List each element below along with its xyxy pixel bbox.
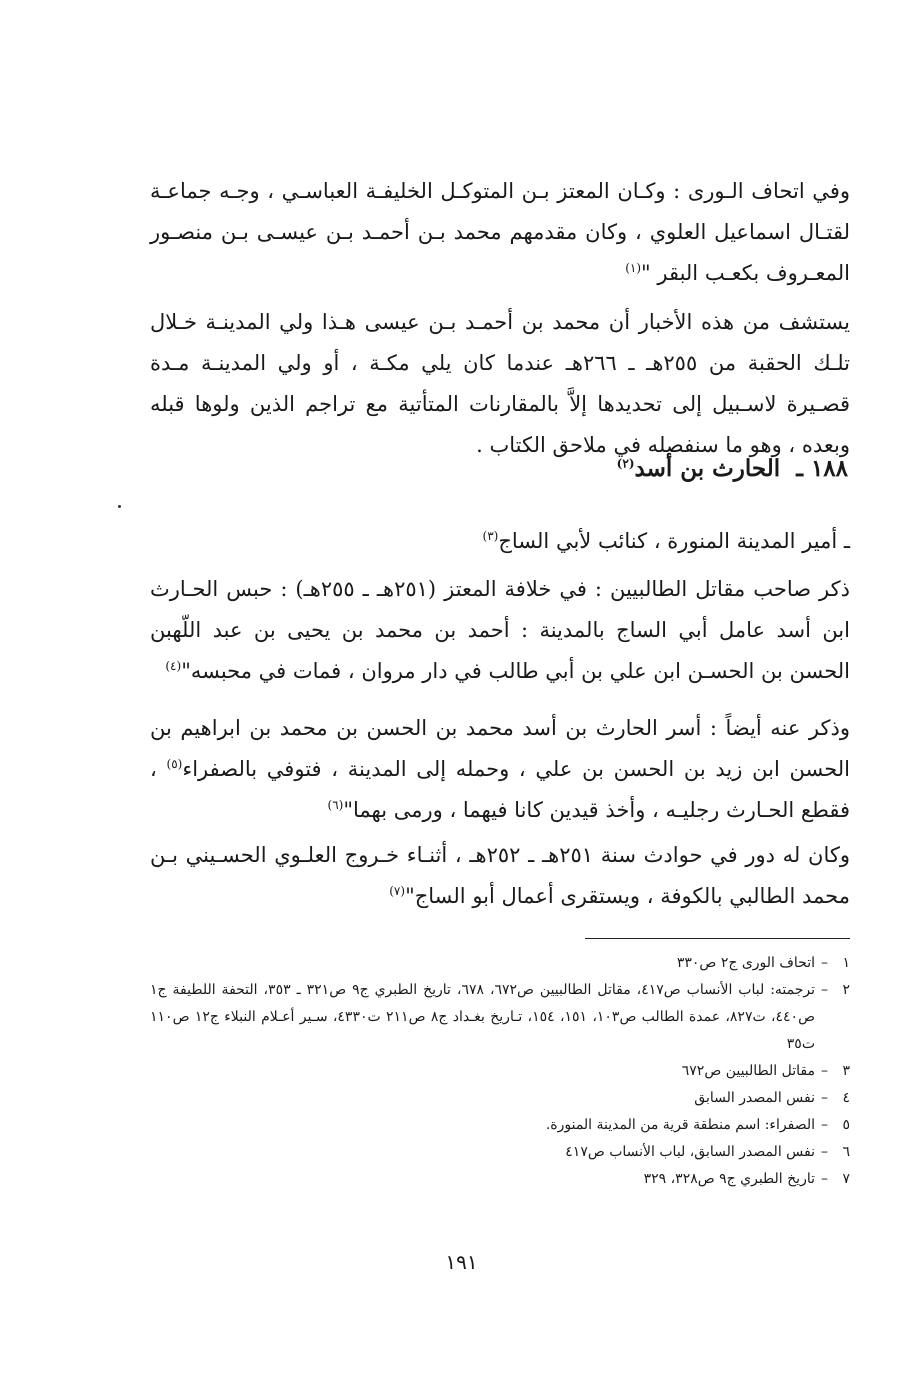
paragraph-events bbox=[150, 835, 850, 917]
footnote-text: الصفراء: اسم منطقة قرية من المدينة المنورة. bbox=[545, 1117, 815, 1133]
footnote-item bbox=[150, 977, 850, 1058]
footnote-dash: – bbox=[821, 1117, 828, 1133]
paragraph-text-continued: ، فقطع الحـارث رجليـه ، وأخذ قيدين كانا فيهما ، ورمى بهما" bbox=[150, 757, 850, 822]
footnote-text: ترجمته: لباب الأنساب ص٤١٧، مقاتل الطالبيين ص٦٧٢، ٦٧٨، تاريخ الطبري ج٩ ص٣٢١ ـ ٣٥٣، التحفة اللطيفة ج١ ص٤٤٠، ت٨٢٧، عمدة الطالب ص١٠٣، ١٥١، ١٥٤، تـاريخ بغـداد ج٨ ص٢١١ ت٤٣٣٠، سـير أعـلام النبلاء ج١٢ ص١١٠ ت٣٥ bbox=[150, 982, 816, 1052]
footnote-dash: – bbox=[821, 982, 828, 998]
footnote-item bbox=[150, 1139, 850, 1166]
footnote-separator bbox=[585, 938, 850, 939]
footnote-item bbox=[150, 950, 850, 977]
footnote-number: ٥ bbox=[842, 1117, 850, 1133]
footnote-text: تاريخ الطبري ج٩ ص٣٢٨، ٣٢٩ bbox=[643, 1171, 815, 1187]
footnote-text: اتحاف الورى ج٢ ص٣٣٠ bbox=[676, 955, 815, 971]
page-number: ١٩١ bbox=[445, 1250, 478, 1274]
footnote-ref[interactable]: (٥) bbox=[166, 757, 183, 771]
paragraph-role bbox=[150, 521, 850, 562]
paragraph-text: وكان له دور في حوادث سنة ٢٥١هـ ـ ٢٥٢هـ ، أثنـاء خـروج العلـوي الحسـيني بـن محمد الطالبي بالكوفة ، ويستقرى أعمال أبو الساج" bbox=[150, 843, 850, 908]
footnote-ref[interactable]: (٢) bbox=[616, 456, 635, 471]
paragraph-text: ـ أمير المدينة المنورة ، كنائب لأبي الساج bbox=[498, 529, 850, 553]
footnote-text: نفس المصدر السابق، لباب الأنساب ص٤١٧ bbox=[565, 1144, 815, 1160]
entry-number: ١٨٨ ـ bbox=[796, 455, 848, 482]
footnote-number: ٧ bbox=[842, 1171, 850, 1187]
footnote-dash: – bbox=[821, 1063, 828, 1079]
footnote-ref[interactable]: (٤) bbox=[165, 659, 182, 673]
footnote-ref[interactable]: (٧) bbox=[389, 884, 406, 898]
footnote-text: نفس المصدر السابق bbox=[694, 1090, 815, 1106]
footnote-item bbox=[150, 1166, 850, 1193]
paragraph-ithaf bbox=[150, 171, 850, 294]
paragraph-text: وفي اتحاف الـورى : وكـان المعتز بـن المتوكـل الخليفـة العباسـي ، وجـه جماعـة لقتـال اسماعيل العلوي ، وكان مقدمهم محمد بـن أحمـد بـن عيسـى بـن منصـور المعـروف بكعـب البقر " bbox=[150, 179, 850, 285]
footnote-item bbox=[150, 1058, 850, 1085]
footnote-dash: – bbox=[821, 955, 828, 971]
paragraph-analysis bbox=[150, 302, 850, 466]
entry-heading bbox=[617, 455, 848, 482]
footnote-dash: – bbox=[821, 1090, 828, 1106]
footnote-dash: – bbox=[821, 1171, 828, 1187]
footnote-text: مقاتل الطالبيين ص٦٧٢ bbox=[681, 1063, 815, 1079]
entry-name: الحارث بن أسد bbox=[634, 455, 781, 482]
paragraph-text: يستشف من هذه الأخبار أن محمد بن أحمـد بـن عيسى هـذا ولي المدينـة خـلال تلـك الحقبة من ٢٥٥هـ ـ ٢٦٦هـ عندما كان يلي مكـة ، أو ولي المدينـة مـدة قصـيرة لاسـبيل إلى تحديدها إلاَّ بالمقارنات المتأتية مع تراجم الذين ولوها قبله وبعده ، وهو ما سنفصله في ملاحق الكتاب . bbox=[150, 310, 850, 457]
footnotes-section bbox=[150, 950, 850, 1193]
scan-speck bbox=[118, 505, 121, 508]
footnote-item bbox=[150, 1112, 850, 1139]
footnote-dash: – bbox=[821, 1144, 828, 1160]
footnote-number: ٢ bbox=[842, 982, 850, 998]
footnote-number: ٤ bbox=[842, 1090, 850, 1106]
paragraph-text: ذكر صاحب مقاتل الطالبيين : في خلافة المعتز (٢٥١هـ ـ ٢٥٥هـ) : حبس الحـارث ابن أسد عامل أبي الساج بالمدينة : أحمد بن محمد بن يحيى بن عبد اللّهبن الحسن بن الحسـن ابن علي بن أبي طالب في دار مروان ، فمات في محبسه" bbox=[150, 577, 850, 683]
footnote-ref[interactable]: (٦) bbox=[327, 798, 344, 812]
footnote-ref[interactable]: (٣) bbox=[482, 529, 499, 543]
paragraph-captivity bbox=[150, 708, 850, 831]
paragraph-text: وذكر عنه أيضاً : أسر الحارث بن أسد محمد بن الحسن بن محمد بن ابراهيم بن الحسن ابن زيد بن الحسن بن علي ، وحمله إلى المدينة ، فتوفي بالصفراء bbox=[150, 716, 851, 781]
paragraph-maqatil bbox=[150, 569, 850, 692]
footnote-number: ٦ bbox=[842, 1144, 850, 1160]
footnote-ref[interactable]: (١) bbox=[625, 261, 642, 275]
footnote-number: ٣ bbox=[842, 1063, 850, 1079]
footnote-item bbox=[150, 1085, 850, 1112]
footnote-number: ١ bbox=[842, 955, 850, 971]
